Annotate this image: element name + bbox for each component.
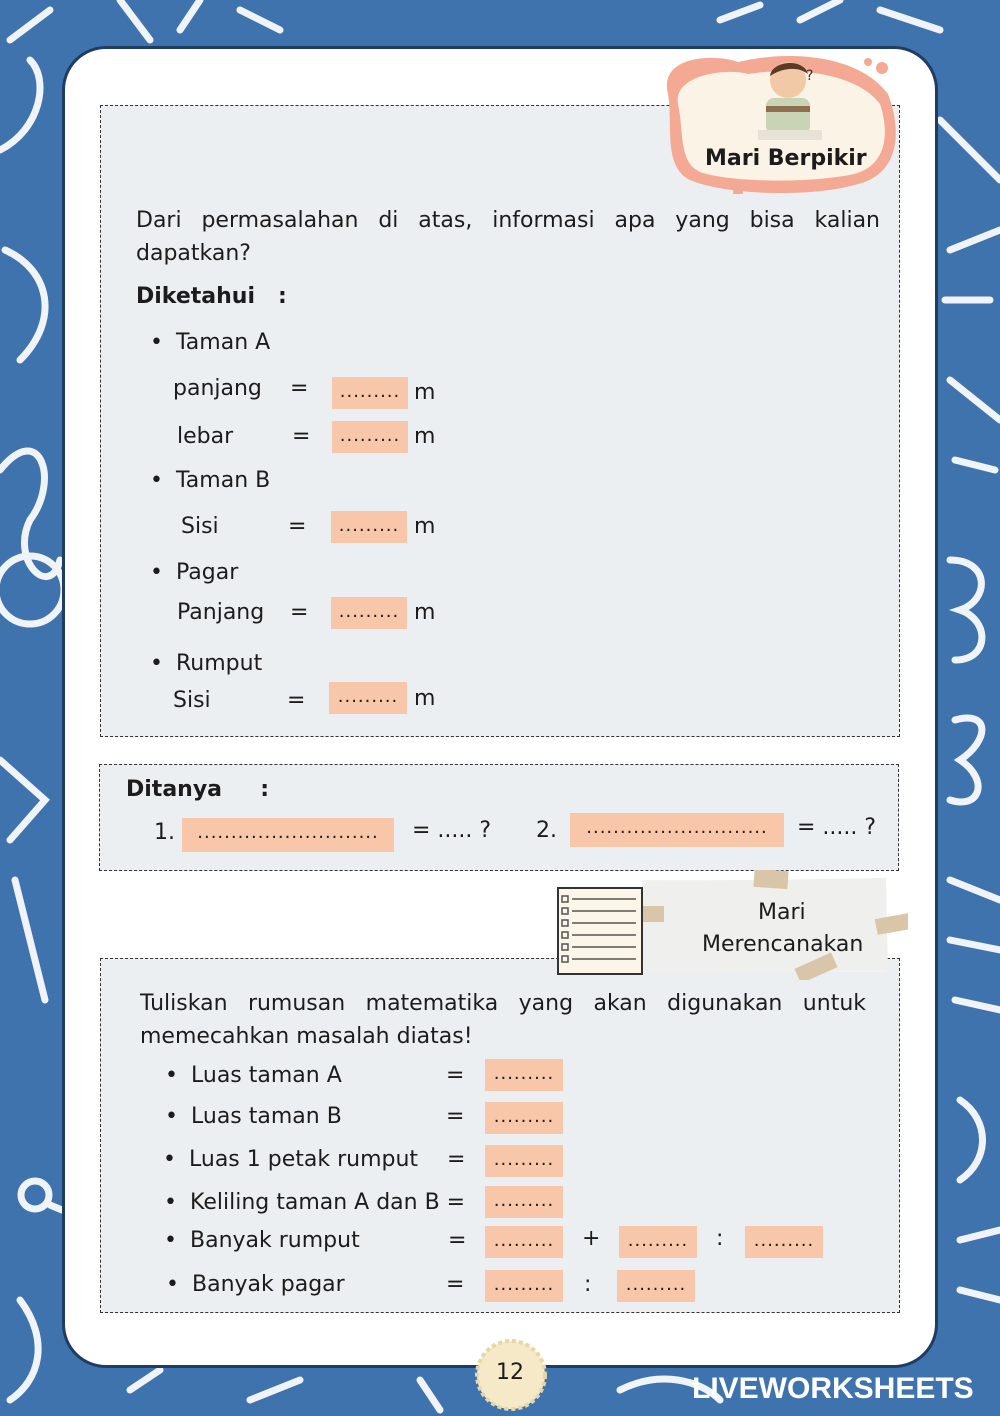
divide-operator: : — [584, 1272, 592, 1297]
equals-sign: = — [287, 688, 306, 713]
formula-blank[interactable]: ......... — [485, 1059, 563, 1091]
item-title-taman-a: • Taman A — [176, 330, 270, 355]
row-label: lebar — [177, 424, 234, 449]
plan-row-label: • Banyak pagar — [192, 1272, 345, 1297]
asked-number: 1. — [154, 820, 175, 845]
asked-heading: Ditanya : — [126, 777, 270, 802]
answer-blank[interactable]: ......... — [331, 597, 407, 629]
known-question: Dari permasalahan di atas, informasi apa yang bisa kalian dapatkan? — [136, 208, 880, 266]
equals-sign: = — [446, 1104, 465, 1129]
page-number-badge — [474, 1338, 548, 1412]
known-heading: Diketahui : — [136, 284, 287, 309]
asked-suffix: = ..... ? — [412, 818, 492, 843]
formula-blank[interactable]: ......... — [485, 1145, 563, 1177]
formula-blank[interactable]: ......... — [485, 1102, 563, 1134]
formula-blank[interactable]: ......... — [745, 1226, 823, 1258]
thinking-student-icon — [658, 54, 898, 194]
answer-blank[interactable]: ......... — [329, 682, 407, 714]
row-label: Sisi — [181, 514, 219, 539]
equals-sign: = — [290, 600, 309, 625]
plan-row-label: • Luas taman B — [191, 1104, 342, 1129]
row-label: panjang — [173, 376, 262, 401]
answer-blank[interactable]: ......... — [331, 511, 407, 543]
plan-label-line2: Merencanakan — [702, 932, 864, 957]
asked-number: 2. — [536, 818, 557, 843]
equals-sign: = — [448, 1228, 467, 1253]
equals-sign: = — [446, 1272, 465, 1297]
notepad-icon — [556, 870, 908, 980]
unit-label: m — [414, 686, 436, 711]
equals-sign: = — [288, 514, 307, 539]
equals-sign: = — [447, 1147, 466, 1172]
unit-label: m — [414, 514, 436, 539]
equals-sign: = — [292, 424, 311, 449]
unit-label: m — [414, 380, 436, 405]
row-label: Sisi — [173, 688, 211, 713]
plan-row-label: • Luas taman A — [191, 1063, 342, 1088]
plan-row-label: • Luas 1 petak rumput — [189, 1147, 418, 1172]
unit-label: m — [414, 424, 436, 449]
formula-blank[interactable]: ......... — [485, 1226, 563, 1258]
plus-operator: + — [582, 1226, 601, 1251]
formula-blank[interactable]: ......... — [617, 1270, 695, 1302]
plan-instruction: Tuliskan rumusan matematika yang akan digunakan untuk memecahkan masalah diatas! — [140, 991, 866, 1049]
plan-tag — [556, 870, 908, 980]
asked-blank[interactable]: ........................... — [182, 818, 394, 852]
formula-blank[interactable]: ......... — [485, 1186, 563, 1218]
asked-blank[interactable]: ........................... — [570, 813, 784, 847]
plan-row-label: • Keliling taman A dan B = — [190, 1190, 465, 1215]
item-title-pagar: • Pagar — [176, 560, 238, 585]
item-title-rumput: • Rumput — [176, 651, 262, 676]
page-number: 12 — [496, 1360, 524, 1385]
think-label: Mari Berpikir — [705, 146, 867, 171]
svg-text:?: ? — [806, 68, 814, 84]
formula-blank[interactable]: ......... — [619, 1226, 697, 1258]
unit-label: m — [414, 600, 436, 625]
answer-blank[interactable]: ......... — [332, 377, 408, 409]
equals-sign: = — [290, 376, 309, 401]
divide-operator: : — [716, 1226, 724, 1251]
watermark: LIVEWORKSHEETS — [692, 1372, 974, 1405]
asked-suffix: = ..... ? — [797, 815, 877, 840]
row-label: Panjang — [177, 600, 265, 625]
formula-blank[interactable]: ......... — [485, 1270, 563, 1302]
plan-label-line1: Mari — [758, 900, 806, 925]
known-section-box — [100, 105, 900, 737]
plan-row-label: • Banyak rumput — [190, 1228, 360, 1253]
think-tag — [658, 54, 898, 194]
item-title-taman-b: • Taman B — [176, 468, 270, 493]
answer-blank[interactable]: ......... — [332, 421, 408, 453]
equals-sign: = — [446, 1063, 465, 1088]
